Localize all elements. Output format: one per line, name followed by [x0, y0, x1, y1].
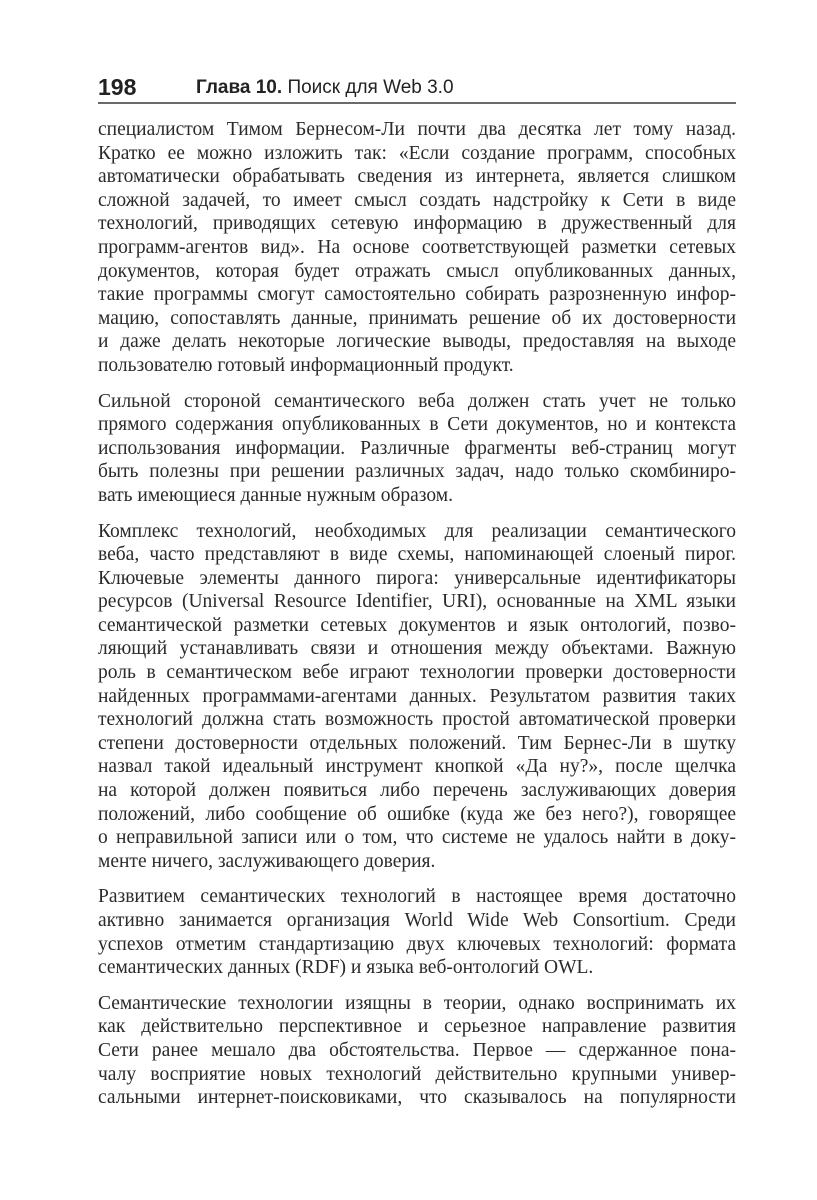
text-line: вать имеющиеся данные нужным образом. — [98, 484, 453, 506]
text-line: программ-агентов вид». На основе соответствующей разметки сетевых — [98, 236, 736, 258]
text-line: пользователю готовый информационный продукт. — [98, 354, 514, 376]
text-line: специалистом Тимом Бернесом-Ли почти два десятка лет тому назад. — [98, 119, 736, 140]
text-line: такие программы смогут самостоятельно собирать разрозненную инфор- — [98, 284, 736, 306]
text-line: быть полезны при решении различных задач, надо только скомбиниро- — [98, 461, 736, 483]
text-line: роль в семантическом вебе играют технологии проверки достоверности — [98, 662, 736, 684]
text-line: документов, которая будет отражать смысл опубликованных данных, — [98, 260, 736, 282]
text-line: технологий должна стать возможность простой автоматической проверки — [98, 709, 736, 731]
text-line: технологий, приводящих сетевую информацию в дружественный для — [98, 213, 736, 235]
paragraph — [98, 992, 736, 1110]
text-line: использования информации. Различные фрагменты веб-страниц могут — [98, 437, 736, 459]
text-line: чалу восприятие новых технологий действительно крупными универ- — [98, 1063, 736, 1085]
text-line: менте ничего, заслуживающего доверия. — [98, 850, 436, 872]
text-line: Сильной стороной семантического веба должен стать учет не только — [98, 390, 736, 412]
text-line: степени достоверности отдельных положений. Тим Бернес-Ли в шутку — [98, 732, 736, 754]
text-line: Развитием семантических технологий в настоящее время достаточно — [98, 886, 736, 908]
paragraph — [98, 118, 736, 378]
text-line: семантической разметки сетевых документов и язык онтологий, позво- — [98, 614, 736, 636]
text-line: на которой должен появиться либо перечень заслуживающих доверия — [98, 780, 736, 802]
paragraph — [98, 885, 736, 979]
text-line: успехов отметим стандартизацию двух ключевых технологий: формата — [98, 933, 736, 955]
text-line: ляющий устанавливать связи и отношения между объектами. Важную — [98, 638, 736, 660]
text-line: мацию, сопоставлять данные, принимать решение об их достоверности — [98, 307, 736, 329]
text-line: активно занимается организация World Wide Web Consortium. Среди — [98, 910, 736, 931]
page-number: 198 — [98, 74, 137, 100]
text-line: Кратко ее можно изложить так: «Если создание программ, способных — [98, 142, 736, 164]
text-line: найденных программами-агентами данных. Результатом развития таких — [98, 685, 736, 707]
paragraph — [98, 520, 736, 874]
text-line: сальными интернет-поисковиками, что сказывалось на популярности — [98, 1087, 736, 1109]
text-line: ресурсов (Universal Resource Identifier, URI), основанные на XML языки — [98, 591, 736, 613]
text-line: Комплекс технологий, необходимых для реализации семантического — [98, 520, 736, 542]
text-line: прямого содержания опубликованных в Сети документов, но и контекста — [98, 414, 736, 436]
paragraph — [98, 390, 736, 508]
text-line: положений, либо сообщение об ошибке (куда же без него?), говорящее — [98, 803, 736, 825]
text-line: назвал такой идеальный инструмент кнопкой «Да ну?», после щелчка — [98, 756, 736, 778]
page-body — [98, 118, 736, 1122]
text-line: сложной задачей, то имеет смысл создать надстройку к Сети в виде — [98, 189, 736, 211]
text-line: семантических данных (RDF) и языка веб-онтологий OWL. — [98, 957, 594, 979]
running-header — [98, 74, 736, 104]
text-line: и даже делать некоторые логические выводы, предоставляя на выходе — [98, 331, 736, 353]
text-line: Семантические технологии изящны в теории, однако воспринимать их — [98, 992, 736, 1014]
chapter-heading — [196, 77, 454, 99]
text-line: Ключевые элементы данного пирога: универсальные идентификаторы — [98, 567, 736, 589]
chapter-label: Глава 10. — [196, 77, 283, 98]
text-line: как действительно перспективное и серьезное направление развития — [98, 1016, 736, 1038]
text-line: веба, часто представляют в виде схемы, напоминающей слоеный пирог. — [98, 544, 736, 566]
text-line: о неправильной записи или о том, что системе не удалось найти в доку- — [98, 827, 736, 849]
text-line: автоматически обрабатывать сведения из интернета, является слишком — [98, 166, 736, 188]
chapter-title: Поиск для Web 3.0 — [287, 77, 454, 98]
text-line: Сети ранее мешало два обстоятельства. Первое — сдержанное пона- — [98, 1039, 736, 1061]
